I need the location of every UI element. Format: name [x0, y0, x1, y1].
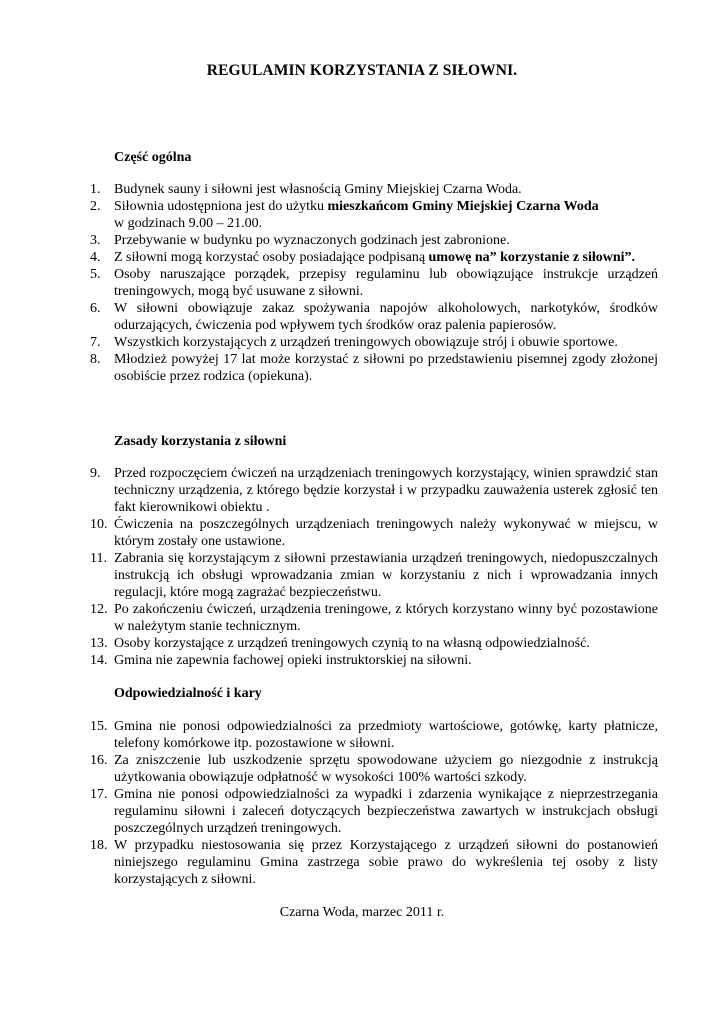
- list-item: [0, 652, 724, 669]
- list-item: [0, 300, 724, 334]
- list-item-text: Wszystkich korzystających z urządzeń treningowych obowiązuje strój i obuwie sportowe.: [114, 335, 618, 350]
- list-item-text: Siłownia udostępniona jest do użytku: [114, 199, 328, 214]
- document-title: REGULAMIN KORZYSTANIA Z SIŁOWNI.: [206, 62, 518, 79]
- list-item: [0, 198, 724, 232]
- list-item-text: Młodzież powyżej 17 lat może korzystać z siłowni po przedstawieniu pisemnej zgody złożonej osobiście przez rodzica (opiekuna).: [114, 352, 658, 384]
- list-item-text: Za zniszczenie lub uszkodzenie sprzętu spowodowane użyciem go niezgodnie z instrukcją użytkowania obowiązuje odpłatność w wysokości 100% wartości szkody.: [114, 753, 658, 785]
- list-item-text: w godzinach 9.00 – 21.00.: [114, 216, 263, 231]
- list-item: [0, 266, 724, 300]
- document-footer: Czarna Woda, marzec 2011 r.: [279, 905, 445, 920]
- list-item-text-bold: umowę na” korzystanie z siłowni”.: [428, 250, 636, 265]
- list-item-number: 12.: [90, 602, 108, 617]
- list-item: [0, 601, 724, 635]
- list-item: [0, 249, 724, 266]
- list-item-text: W siłowni obowiązuje zakaz spożywania napojów alkoholowych, narkotyków, środków odurzających, ćwiczenia pod wpływem tych środków oraz palenia papierosów.: [114, 301, 658, 333]
- list-item-number: 3.: [90, 233, 101, 248]
- list-item-text: Gmina nie zapewnia fachowej opieki instruktorskiej na siłowni.: [114, 653, 472, 668]
- list-item: [0, 635, 724, 652]
- list-item-text: Przed rozpoczęciem ćwiczeń na urządzeniach treningowych korzystający, winien sprawdzić stan techniczny urządzenia, z którego będzie korzystał i w przypadku zauważenia usterek zgłosić ten fakt kierownikowi obiektu .: [114, 466, 658, 515]
- list-item-text: Osoby naruszające porządek, przepisy regulaminu lub obowiązujące instrukcje urządzeń treningowych, mogą być usuwane z siłowni.: [114, 267, 658, 299]
- list-item-number: 13.: [90, 636, 108, 651]
- list-item: [0, 334, 724, 351]
- list-item-number: 17.: [90, 787, 108, 802]
- list-item-number: 16.: [90, 753, 108, 768]
- list-item-number: 1.: [90, 182, 101, 197]
- list-item-number: 15.: [90, 719, 108, 734]
- list-item: [0, 837, 724, 888]
- list-item-text: Po zakończeniu ćwiczeń, urządzenia treningowe, z których korzystano winny być pozostawione w należytym stanie technicznym.: [114, 602, 658, 634]
- section-heading-rules: Zasady korzystania z siłowni: [114, 434, 287, 449]
- list-item-text: Zabrania się korzystającym z siłowni przestawiania urządzeń treningowych, niedopuszczalnych instrukcją ich obsługi wprowadzania zmian w korzystaniu z nich i wprowadzania innych regulacji, które mogą zagrażać bezpieczeństwu.: [114, 551, 658, 600]
- list-item-text: W przypadku niestosowania się przez Korzystającego z urządzeń siłowni do postanowień niniejszego regulaminu Gmina zastrzega sobie prawo do wykreślenia tej osoby z listy korzystających z siłowni.: [114, 838, 658, 887]
- section-list-rules: [0, 465, 724, 669]
- list-item-text: Budynek sauny i siłowni jest własnością Gminy Miejskiej Czarna Woda.: [114, 182, 522, 197]
- list-item-number: 2.: [90, 199, 101, 214]
- list-item: [0, 718, 724, 752]
- list-item-number: 9.: [90, 466, 101, 481]
- list-item-number: 8.: [90, 352, 101, 367]
- list-item-text: Ćwiczenia na poszczególnych urządzeniach treningowych należy wykonywać w miejscu, w którym zostały one ustawione.: [114, 517, 658, 549]
- list-item-number: 18.: [90, 838, 108, 853]
- section-heading-liability: Odpowiedzialność i kary: [114, 686, 262, 701]
- list-item-number: 5.: [90, 267, 101, 282]
- list-item: [0, 786, 724, 837]
- list-item-number: 10.: [90, 517, 108, 532]
- list-item-text: Przebywanie w budynku po wyznaczonych godzinach jest zabronione.: [114, 233, 510, 248]
- list-item-number: 11.: [90, 551, 107, 566]
- list-item: [0, 232, 724, 249]
- list-item-text: Gmina nie ponosi odpowiedzialności za przedmioty wartościowe, gotówkę, karty płatnicze, telefony komórkowe itp. pozostawione w siłowni.: [114, 719, 658, 751]
- section-list-general: [0, 181, 724, 385]
- list-item-text-bold: mieszkańcom Gminy Miejskiej Czarna Woda: [327, 199, 599, 214]
- list-item: [0, 465, 724, 516]
- section-list-liability: [0, 718, 724, 888]
- list-item: [0, 181, 724, 198]
- list-item-text: Osoby korzystające z urządzeń treningowych czynią to na własną odpowiedzialność.: [114, 636, 590, 651]
- section-heading-general: Część ogólna: [114, 150, 192, 165]
- list-item: [0, 351, 724, 385]
- list-item-number: 7.: [90, 335, 101, 350]
- list-item-text: Gmina nie ponosi odpowiedzialności za wypadki i zdarzenia wynikające z nieprzestrzegania regulaminu siłowni i zaleceń dotyczących bezpieczeństwa zawartych w instrukcjach obsługi poszczególnych urządzeń treningowych.: [114, 787, 658, 836]
- list-item-number: 6.: [90, 301, 101, 316]
- list-item: [0, 752, 724, 786]
- list-item-number: 4.: [90, 250, 101, 265]
- list-item-number: 14.: [90, 653, 108, 668]
- list-item: [0, 516, 724, 550]
- list-item: [0, 550, 724, 601]
- list-item-text: Z siłowni mogą korzystać osoby posiadające podpisaną: [114, 250, 429, 265]
